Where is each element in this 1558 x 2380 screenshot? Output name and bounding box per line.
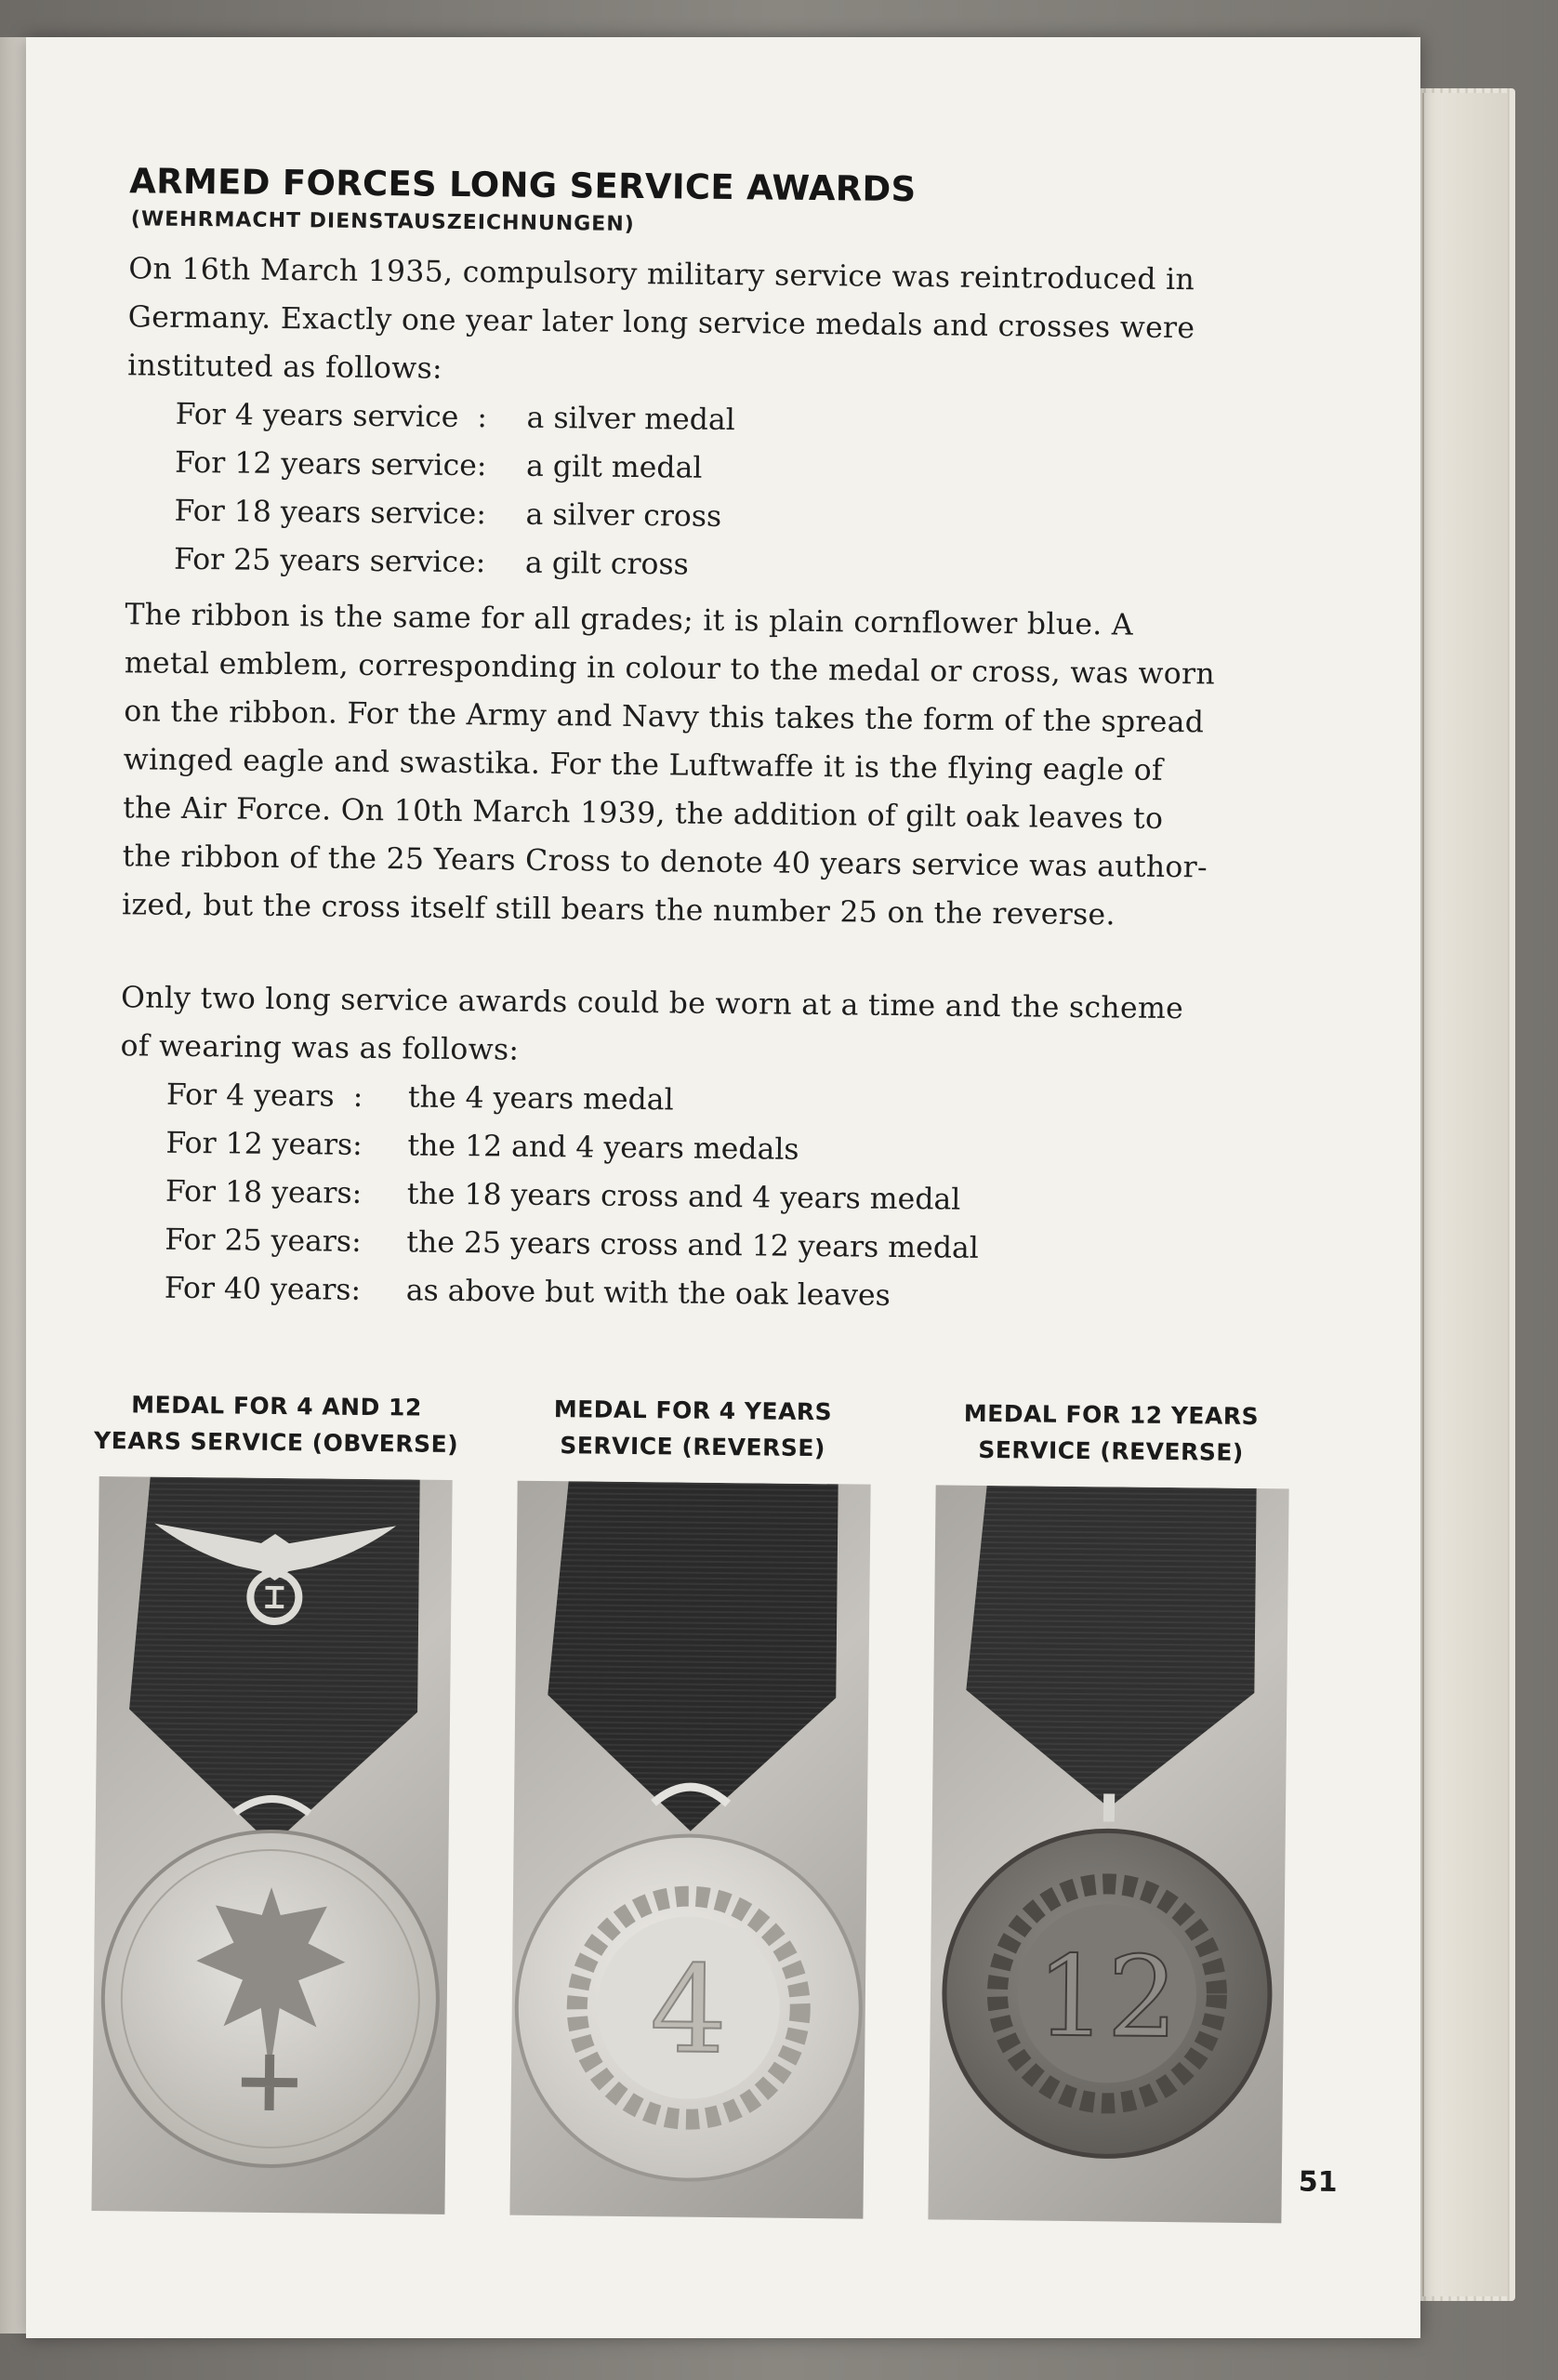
- wearing-years-label: For 25 years:: [165, 1223, 362, 1259]
- wearing-combo: the 4 years medal: [407, 1080, 674, 1117]
- figure-caption-obverse: [90, 1386, 463, 1462]
- wearing-years-label: For 4 years :: [165, 1078, 363, 1114]
- caption-line: SERVICE (REVERSE): [978, 1435, 1244, 1466]
- wearing-line: Only two long service awards could be worn at a time and the scheme: [120, 981, 1184, 1026]
- award-service-label: For 25 years service:: [173, 542, 486, 580]
- book-page: [26, 37, 1420, 2338]
- figure-caption-4-years: [507, 1391, 879, 1467]
- book-cover-edge: [1422, 93, 1508, 2296]
- medal-numeral: 4: [649, 1938, 728, 2082]
- page-content: [14, 30, 1433, 2346]
- caption-line: SERVICE (REVERSE): [560, 1432, 826, 1462]
- wearing-combo: as above but with the oak leaves: [405, 1274, 891, 1313]
- award-service-label: For 18 years service:: [174, 494, 487, 532]
- ribbon-line: on the ribbon. For the Army and Navy this takes the form of the spread: [124, 694, 1205, 740]
- wearing-years-label: For 12 years:: [165, 1126, 363, 1162]
- medal-12-illustration: [928, 1485, 1288, 2223]
- medal-photo-12-years: [928, 1485, 1288, 2223]
- caption-line: MEDAL FOR 12 YEARS: [963, 1399, 1260, 1431]
- award-service-label: For 12 years service:: [174, 445, 487, 483]
- page-title: ARMED FORCES LONG SERVICE AWARDS: [129, 161, 917, 210]
- medal-obverse-illustration: [91, 1476, 452, 2215]
- award-value: a gilt medal: [525, 449, 703, 485]
- ribbon-line: winged eagle and swastika. For the Luftwaffe it is the flying eagle of: [123, 743, 1164, 787]
- intro-line: instituted as follows:: [127, 349, 443, 386]
- medal-photo-obverse: [91, 1476, 452, 2215]
- ribbon-line: The ribbon is the same for all grades; it is plain cornflower blue. A: [125, 598, 1134, 642]
- page-subtitle: (WEHRMACHT DIENSTAUSZEICHNUNGEN): [130, 207, 635, 236]
- wearing-combo: the 18 years cross and 4 years medal: [406, 1177, 961, 1217]
- figure-caption-12-years: [925, 1395, 1298, 1471]
- award-service-label: For 4 years service :: [175, 397, 488, 435]
- award-value: a silver cross: [525, 497, 722, 534]
- ribbon-line: the ribbon of the 25 Years Cross to denote 40 years service was author-: [122, 840, 1208, 885]
- intro-line: On 16th March 1935, compulsory military service was reintroduced in: [128, 252, 1195, 298]
- caption-line: YEARS SERVICE (OBVERSE): [93, 1426, 459, 1459]
- intro-line: Germany. Exactly one year later long service medals and crosses were: [127, 300, 1195, 346]
- ribbon-line: ized, but the cross itself still bears the number 25 on the reverse.: [121, 888, 1116, 932]
- wearing-years-label: For 18 years:: [165, 1174, 363, 1210]
- caption-line: MEDAL FOR 4 AND 12: [131, 1391, 422, 1421]
- medal-numeral: 12: [1035, 1932, 1179, 2064]
- ribbon-line: metal emblem, corresponding in colour to the medal or cross, was worn: [124, 646, 1216, 692]
- medal-4-illustration: [509, 1481, 870, 2219]
- wearing-years-label: For 40 years:: [164, 1271, 362, 1307]
- wearing-combo: the 12 and 4 years medals: [407, 1129, 799, 1167]
- medal-photo-4-years: [509, 1481, 870, 2219]
- award-value: a silver medal: [526, 401, 735, 438]
- ribbon-line: the Air Force. On 10th March 1939, the addition of gilt oak leaves to: [123, 791, 1164, 836]
- medal-obverse-icon: [101, 1830, 440, 2168]
- medal-reverse-4-icon: [515, 1834, 863, 2182]
- award-value: a gilt cross: [524, 546, 689, 582]
- wearing-line: of wearing was as follows:: [120, 1029, 520, 1067]
- page-number: 51: [1298, 2165, 1338, 2199]
- caption-line: MEDAL FOR 4 YEARS: [553, 1395, 833, 1426]
- wearing-combo: the 25 years cross and 12 years medal: [406, 1225, 980, 1265]
- medal-reverse-12-icon: [943, 1830, 1272, 2159]
